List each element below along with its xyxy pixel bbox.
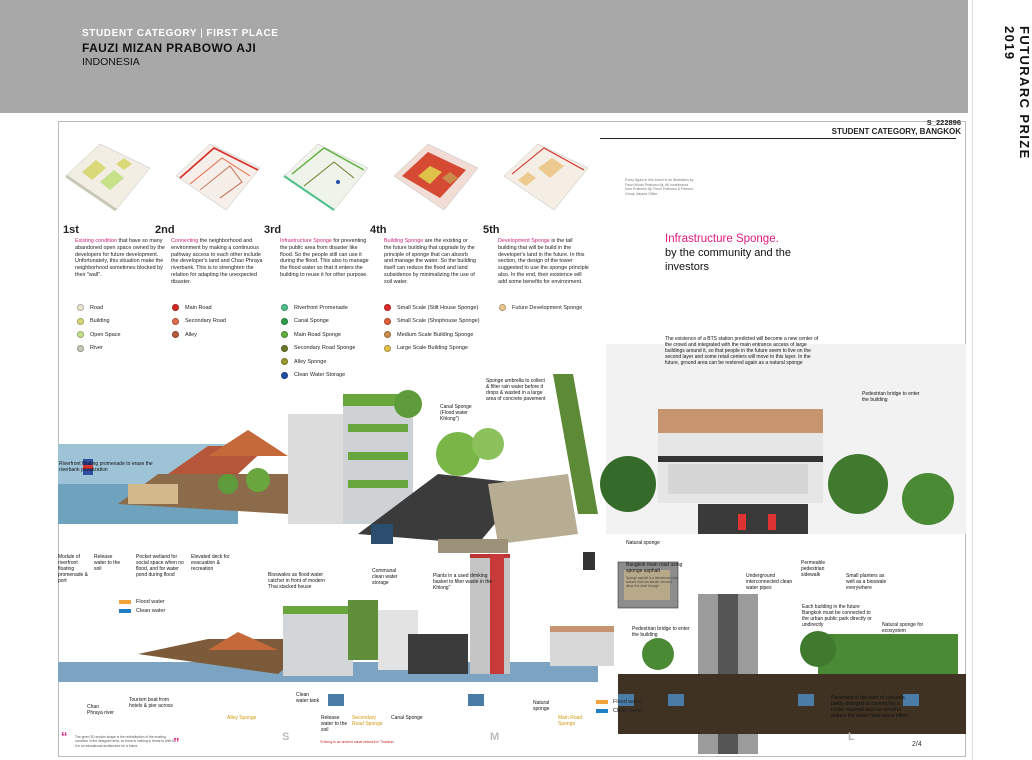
step-highlight: Building Sponge — [384, 238, 424, 244]
clean-label: Clean water — [613, 707, 643, 714]
page-number: 2/4 — [912, 741, 922, 748]
inset-caption: Sponge asphalt is a bituminous road surface that can absorb rain and allow it to drain through — [626, 576, 678, 588]
flood-label: Flood water — [136, 598, 165, 605]
title-rule — [600, 138, 956, 139]
flow-legend-flood — [119, 597, 165, 606]
legend-item — [281, 315, 391, 329]
plants-basket-label: Plants in a used drinking basket to filter waste in the Khlong" — [433, 573, 493, 592]
step-highlight: Infrastructure Sponge — [280, 238, 332, 244]
natural-sponge-top-label: Natural sponge — [626, 540, 660, 546]
flow-legend — [119, 597, 165, 615]
flood-arrow-icon — [596, 700, 608, 704]
step-highlight: Connecting — [171, 238, 199, 244]
legend-label: Alley Sponge — [294, 358, 327, 365]
flood-label: Flood water — [613, 698, 642, 705]
pocket-wetland-label: Pocket wetland for social space when no flood, and for water pond during flood — [136, 554, 184, 579]
legend-label: Small Scale (Shophouse Sponge) — [397, 318, 480, 325]
step-body: is the tall building that will be build in the developer's land in the future. In this section, the design of the tower suggested to use the sponge principle also. In the end, their existence will add some benefits for environment. — [498, 238, 589, 285]
side-title-text: FUTURARC PRIZE 2019 — [1002, 26, 1032, 160]
riverfront-label: Riverfront floating promenade to erase the riverbank privatization — [59, 461, 153, 474]
legend-label: Medium Scale Building Sponge — [397, 331, 474, 338]
quote-open-icon: “ — [61, 729, 68, 744]
natural-sponge-bottom-label: Natural sponge — [533, 700, 550, 713]
chao-phraya-label: Chao Phraya river — [87, 704, 114, 717]
winner-name: FAUZI MIZAN PRABOWO AJI — [82, 41, 257, 55]
step-body: for preventing the public area from disaster like flood. So the people still can use it during the flood. This also to manage the flood water so that it enters the building to reuse it for other purpose. — [280, 238, 369, 278]
flow-legend-flood — [596, 697, 642, 706]
infra-sponge-title: Infrastructure Sponge. — [665, 233, 779, 245]
legend-label: River — [90, 345, 103, 352]
legend-label: Canal Sponge — [294, 318, 329, 325]
legend-dot — [172, 304, 179, 311]
legend-dot — [172, 318, 179, 325]
clean-label: Clean water — [136, 607, 166, 614]
tourism-boat-label: Tourism boat from hotels & pier across — [129, 697, 173, 710]
section-marker-m: M — [490, 731, 500, 743]
flow-legend-clean — [596, 706, 642, 715]
legend-dot — [384, 318, 391, 325]
bioswales-label: Bioswales as flood water catcher in front of modern Thai stacked house — [268, 572, 325, 591]
legend-item — [384, 315, 504, 329]
legend-dot — [384, 304, 391, 311]
entry-category: STUDENT CATEGORY, BANGKOK — [831, 127, 961, 136]
header-band — [0, 0, 968, 113]
side-divider — [972, 0, 973, 760]
step-num-1: 1st — [63, 224, 79, 236]
release-label: Release water to the soil — [94, 554, 121, 573]
elevated-deck-label: Elevated deck for evacuation & recreation — [191, 554, 230, 573]
clean-water-tank-label: Clean water tank — [296, 692, 320, 705]
quote-close-icon: ” — [173, 735, 180, 750]
bangkok-road-label: Bangkok main road using sponge asphalt — [626, 562, 683, 575]
legend-item — [281, 301, 391, 315]
award-separator: | — [200, 28, 204, 39]
ped-bridge-top-label: Pedestrian bridge to enter the building — [862, 391, 920, 404]
legend-dot — [281, 318, 288, 325]
khlong-footnote: *Khlong is an ancient canal network in Thailand — [320, 740, 394, 744]
legend-label: Clean Water Storage — [294, 372, 346, 379]
each-building-label: Each building in the future Bangkok must be connected to the urban public park directly or undirectly — [802, 604, 872, 629]
step-map-5 — [498, 138, 592, 214]
legend-label: Large Scale Building Sponge — [397, 345, 468, 352]
legend-label: Secondary Road — [185, 318, 226, 325]
step-body: that have so many abandoned open space owned by the developers for future development. Unfortunately, this situation make the neighborhood sometimes blocked by their "wall". — [75, 238, 165, 278]
underground-pipes-label: Underground interconnected clean water pipes — [746, 573, 793, 592]
flow-legend-clean — [119, 606, 165, 615]
legend-item — [172, 315, 282, 329]
award-label: FIRST PLACE — [206, 28, 279, 39]
quote-text: The given 3D section shape is the redistribution of the existing condition in the designed area, so there is nothing in terms to shift it, it is an educational architecture for a future. — [75, 735, 175, 748]
natural-sponge-eco-label: Natural sponge for ecosystem — [882, 622, 924, 635]
bts-annotation: The existence of a BTS station predicted will become a new center of the crowd and integrated with the main entrance access of large buildings around it, so that people in the future seem to live on the second layer and some retail centers will move to this layer. In the future, ground area can be restored again as a natural sponge — [665, 336, 819, 367]
legend-item — [499, 301, 619, 315]
legend-step-5 — [499, 301, 619, 315]
legend-label: Building — [90, 318, 110, 325]
small-planters-label: Small planters as well as a bioswale everywhere — [846, 573, 887, 592]
alley-sponge-label: Alley Sponge — [227, 715, 257, 721]
infra-sponge-subtitle: by the community and the investors — [665, 247, 791, 273]
legend-item — [384, 301, 504, 315]
canal-sponge-bottom-label: Canal Sponge — [391, 715, 423, 721]
step-body: are the existing or the future building that upgrade by the principle of sponge that can absorb and manage the water. So the building itself can reduce the flood and land subsidence by minimalizing the use of soil water. — [384, 238, 477, 285]
canal-sponge-top-label: Canal Sponge (Flood water Khlong") — [440, 404, 472, 423]
step-desc-3 — [280, 238, 372, 279]
legend-label: Road — [90, 304, 104, 311]
section-marker-s: S — [282, 731, 290, 743]
pavement-label: Pavement in the form of concrete, partly changed or covered by a cooler material such as wood to reduce the urban heat island effect — [831, 695, 908, 720]
permeable-sidewalk-label: Permeable pedestrian sidewalk — [801, 560, 826, 579]
step-highlight: Existing condition — [75, 238, 117, 244]
clean-arrow-icon — [596, 709, 608, 713]
award-line — [82, 28, 279, 39]
flood-arrow-icon — [119, 600, 131, 604]
legend-label: Alley — [185, 331, 197, 338]
legend-item — [77, 315, 187, 329]
step-body: the neighborhood and environment by making a continuous pathway access to each other include the developer's land and Chao Phraya riverbank. This is to strenghten the relation for adapting the unexpected disaster. — [171, 238, 263, 285]
step-num-5: 5th — [483, 224, 500, 236]
category-label: STUDENT CATEGORY — [82, 28, 198, 39]
step-highlight: Development Sponge — [498, 238, 550, 244]
legend-item — [172, 301, 282, 315]
legend-dot — [499, 304, 506, 311]
release-soil-label: Release water to the soil — [321, 715, 348, 734]
side-title — [998, 26, 1032, 196]
legend-label: Riverfront Promenade — [294, 304, 348, 311]
legend-label: Main Road — [185, 304, 212, 311]
legend-label: Small Scale (Stilt House Sponge) — [397, 304, 479, 311]
credits-note: Every figure in this board is an illustration by Fauzi Mizan Prabowo Aji. All contributors from Prabowo Aji. Fikrul Prabowo & Paimus. Group Jakarta Office — [625, 178, 694, 197]
legend-item — [77, 301, 187, 315]
main-road-sponge-label: Main Road Sponge — [558, 715, 583, 728]
clean-arrow-icon — [119, 609, 131, 613]
communal-storage-label: Communal clean water storage — [372, 568, 398, 587]
legend-dot — [77, 318, 84, 325]
step-map-1 — [60, 138, 154, 214]
legend-dot — [281, 304, 288, 311]
legend-label: Open Space — [90, 331, 121, 338]
step-desc-2 — [171, 238, 263, 285]
step-num-2: 2nd — [155, 224, 175, 236]
step-map-3 — [278, 138, 372, 214]
section-marker-l: L — [848, 731, 855, 743]
legend-label: Secondary Road Sponge — [294, 345, 356, 352]
step-desc-5 — [498, 238, 590, 285]
legend-label: Future Development Sponge — [512, 304, 583, 311]
winner-country: INDONESIA — [82, 56, 140, 68]
ped-bridge-bottom-label: Pedestrian bridge to enter the building — [632, 626, 690, 639]
secondary-road-sponge-label: Secondary Road Sponge — [352, 715, 383, 728]
flow-legend-lower — [596, 697, 642, 715]
legend-dot — [77, 304, 84, 311]
entry-code: S_222896 — [926, 118, 961, 127]
module-label: Module of riverfront floating promenade & port — [58, 554, 89, 585]
step-map-4 — [388, 138, 482, 214]
step-num-4: 4th — [370, 224, 387, 236]
step-desc-1 — [75, 238, 167, 279]
step-map-2 — [170, 138, 264, 214]
legend-label: Main Road Sponge — [294, 331, 342, 338]
step-num-3: 3rd — [264, 224, 282, 236]
sponge-umbrella-label: Sponge umbrella to collect & filter rain water before it drops & wasted in a large area of concrete pavement — [486, 378, 546, 403]
step-desc-4 — [384, 238, 476, 285]
